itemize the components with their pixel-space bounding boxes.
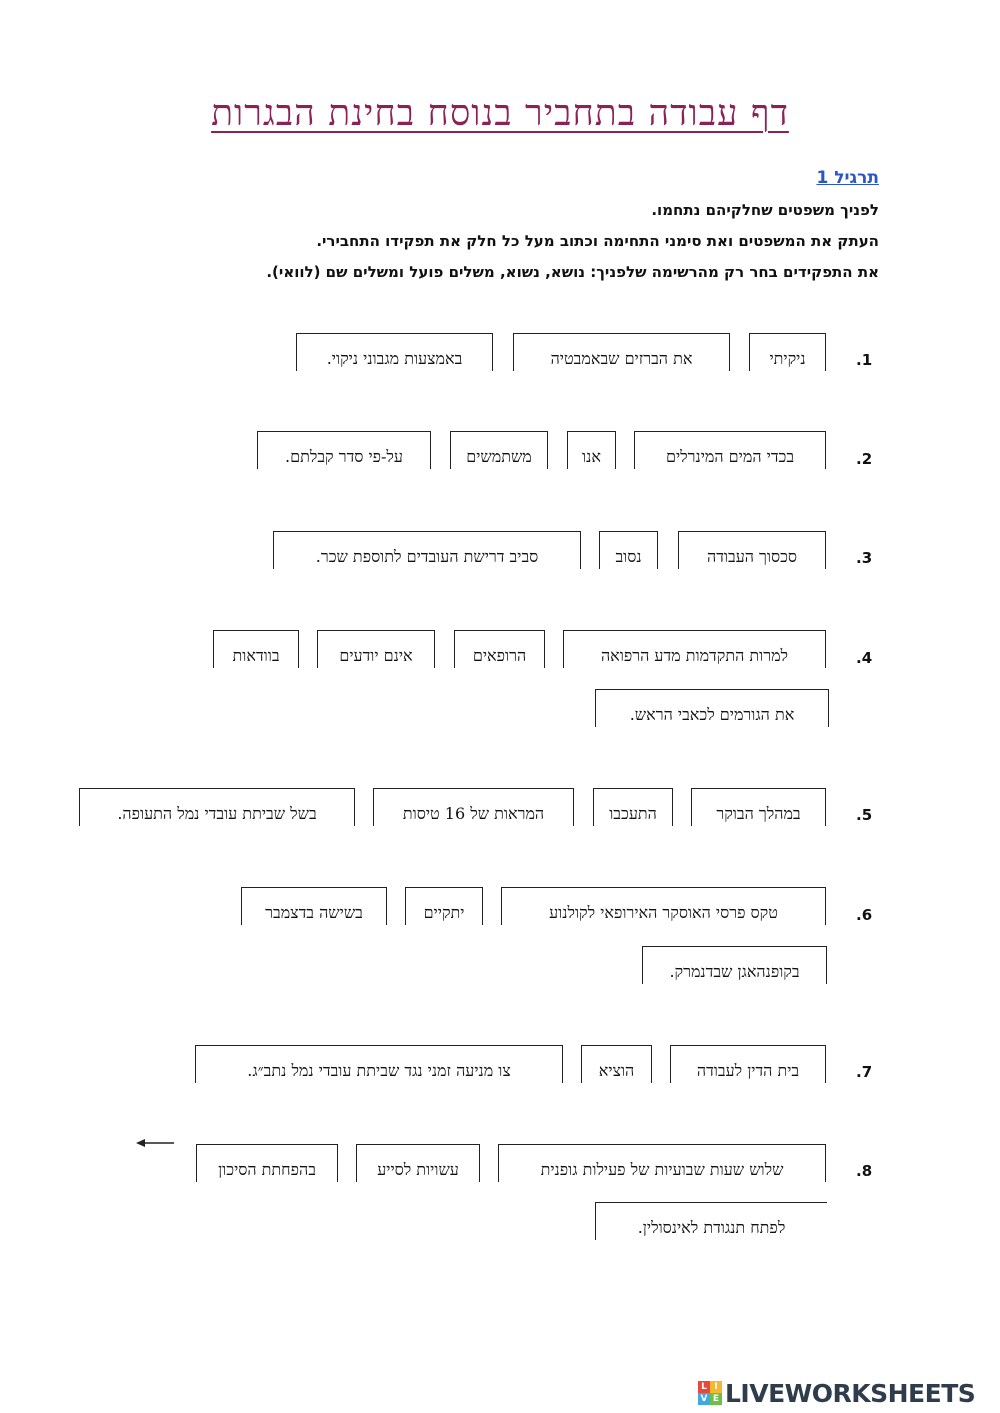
sentence-segment: צו מניעה זמני נגד שביתת עובדי נמל נתב״ג. bbox=[195, 1045, 563, 1083]
sentence-segment: בשישה בדצמבר bbox=[241, 887, 387, 925]
sentence-number: .7 bbox=[856, 1063, 873, 1081]
sentence-segment: בשל שביתת עובדי נמל התעופה. bbox=[79, 788, 355, 826]
logo-mark-icon: L I V E bbox=[698, 1381, 722, 1405]
sentence-segment: משתמשים bbox=[450, 431, 548, 469]
logo-text: LIVEWORKSHEETS bbox=[725, 1378, 976, 1408]
liveworksheets-logo bbox=[698, 1380, 975, 1406]
sentence-segment: במהלך הבוקר bbox=[691, 788, 826, 826]
sentence-segment: סכסוך העבודה bbox=[678, 531, 826, 569]
instruction-line-3: את התפקידים בחר רק מהרשימה שלפניך: נושא, נשוא, משלים פועל ומשלים שם (לוואי). bbox=[266, 263, 879, 281]
sentence-number: .4 bbox=[856, 649, 873, 667]
sentence-segment: באמצעות מגבוני ניקוי. bbox=[296, 333, 493, 371]
sentence-segment: את הברזים שבאמבטיה bbox=[513, 333, 730, 371]
instruction-line-2: העתק את המשפטים ואת סימני התחימה וכתוב מעל כל חלק את תפקידו התחבירי. bbox=[316, 232, 879, 250]
sentence-segment: אינם יודעים bbox=[317, 630, 435, 668]
arrow-left-icon bbox=[136, 1136, 176, 1150]
sentence-segment: שלוש שעות שבועיות של פעילות גופנית bbox=[498, 1144, 826, 1182]
sentence-number: .8 bbox=[856, 1162, 873, 1180]
sentence-number: .5 bbox=[856, 806, 873, 824]
sentence-segment: לפתח תנגודת לאינסולין. bbox=[595, 1202, 827, 1240]
exercise-label: תרגיל 1 bbox=[816, 168, 879, 188]
sentence-segment: בקופנהאגן שבדנמרק. bbox=[642, 946, 827, 984]
sentence-number: .2 bbox=[856, 450, 873, 468]
sentence-segment: בית הדין לעבודה bbox=[670, 1045, 826, 1083]
sentence-segment: את הגורמים לכאבי הראש. bbox=[595, 689, 829, 727]
page-title: דף עבודה בתחביר בנוסח בחינת הבגרות bbox=[211, 93, 789, 134]
sentence-number: .1 bbox=[856, 351, 873, 369]
sentence-segment: הוציא bbox=[581, 1045, 652, 1083]
sentence-number: .3 bbox=[856, 549, 873, 567]
sentence-segment: הרופאים bbox=[454, 630, 545, 668]
sentence-segment: המראות של 16 טיסות bbox=[373, 788, 574, 826]
sentence-segment: סביב דרישת העובדים לתוספת שכר. bbox=[273, 531, 581, 569]
sentence-segment: למרות התקדמות מדע הרפואה bbox=[563, 630, 826, 668]
sentence-segment: אנו bbox=[567, 431, 616, 469]
sentence-segment: נסוב bbox=[599, 531, 658, 569]
instruction-line-1: לפניך משפטים שחלקיהם נתחמו. bbox=[651, 201, 879, 219]
sentence-number: .6 bbox=[856, 906, 873, 924]
sentence-segment: עשויות לסייע bbox=[356, 1144, 480, 1182]
sentence-segment: בהפחתת הסיכון bbox=[196, 1144, 338, 1182]
sentence-segment: התעכבו bbox=[593, 788, 673, 826]
sentence-segment: יתקיים bbox=[405, 887, 483, 925]
sentence-segment: טקס פרסי האוסקר האירופאי לקולנוע bbox=[501, 887, 826, 925]
sentence-segment: ניקיתי bbox=[749, 333, 826, 371]
sentence-segment: בכדי המים המינרלים bbox=[634, 431, 826, 469]
sentence-segment: בוודאות bbox=[213, 630, 299, 668]
sentence-segment: על-פי סדר קבלתם. bbox=[257, 431, 431, 469]
